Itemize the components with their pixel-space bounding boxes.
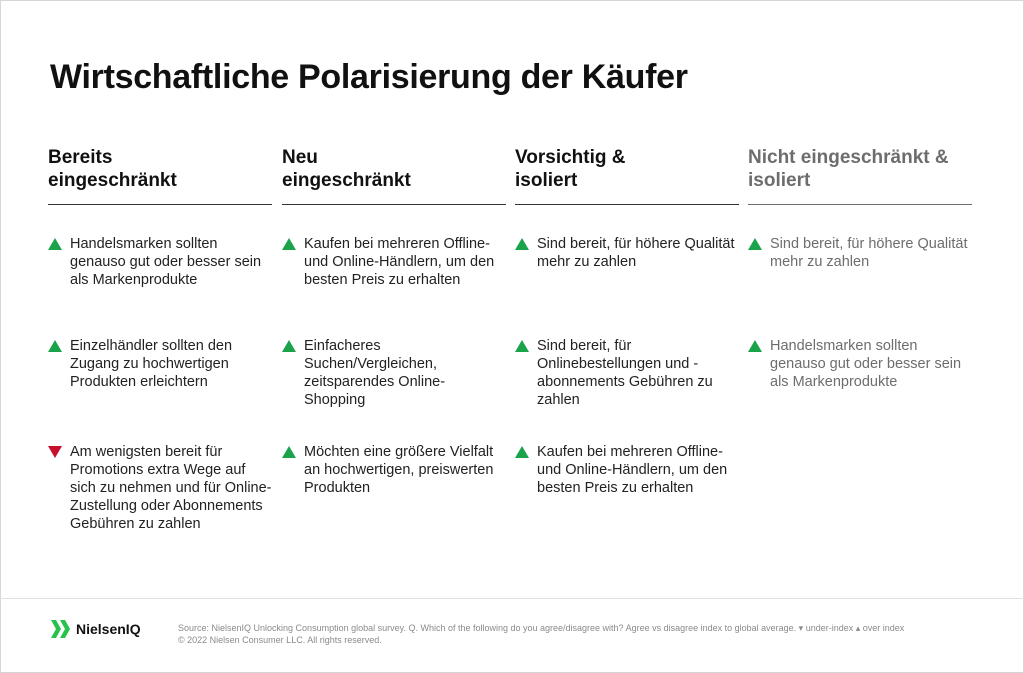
triangle-up-icon — [515, 238, 529, 250]
column-nicht-eingeschraenkt-isoliert — [748, 146, 972, 390]
column-neu-eingeschraenkt — [282, 146, 506, 496]
list-item: Sind bereit, für höhere Qualität mehr zu zahlen — [748, 235, 972, 271]
column-heading: Neu eingeschränkt — [282, 146, 506, 205]
column-heading: Nicht eingeschränkt & isoliert — [748, 146, 972, 205]
list-item: Kaufen bei mehreren Offline- und Online-Händlern, um den besten Preis zu erhalten — [515, 443, 739, 497]
nielseniq-logo — [50, 619, 141, 639]
list-item: Handelsmarken sollten genauso gut oder besser sein als Markenprodukte — [48, 235, 272, 289]
column-heading: Vorsichtig & isoliert — [515, 146, 739, 205]
list-item: Sind bereit, für Onlinebestellungen und -abonnements Gebühren zu zahlen — [515, 337, 739, 409]
triangle-up-icon — [282, 238, 296, 250]
source-note: Source: NielsenIQ Unlocking Consumption global survey. Q. Which of the following do you agree/disagree with? Agree vs disagree index to global average. ▾ under-index ▴ over index © 2022 Nielsen Consumer LLC. All rights reserved. — [178, 623, 905, 645]
triangle-up-icon — [515, 446, 529, 458]
triangle-up-icon — [748, 238, 762, 250]
list-item: Handelsmarken sollten genauso gut oder besser sein als Markenprodukte — [748, 337, 972, 391]
column-bereits-eingeschraenkt — [48, 146, 272, 532]
nielseniq-mark-icon — [50, 619, 72, 639]
list-item: Kaufen bei mehreren Offline- und Online-Händlern, um den besten Preis zu erhalten — [282, 235, 506, 289]
column-heading: Bereits eingeschränkt — [48, 146, 272, 205]
list-item: Sind bereit, für höhere Qualität mehr zu zahlen — [515, 235, 739, 271]
column-vorsichtig-isoliert — [515, 146, 739, 496]
logo-wordmark: NielsenIQ — [76, 621, 141, 637]
list-item: Einfacheres Suchen/Vergleichen, zeitsparendes Online-Shopping — [282, 337, 506, 409]
list-item: Möchten eine größere Vielfalt an hochwertigen, preiswerten Produkten — [282, 443, 506, 497]
triangle-up-icon — [515, 340, 529, 352]
page-title: Wirtschaftliche Polarisierung der Käufer — [50, 58, 688, 96]
triangle-up-icon — [48, 340, 62, 352]
triangle-up-icon — [282, 446, 296, 458]
triangle-down-icon — [48, 446, 62, 458]
triangle-up-icon — [48, 238, 62, 250]
triangle-up-icon — [748, 340, 762, 352]
triangle-up-icon — [282, 340, 296, 352]
list-item: Am wenigsten bereit für Promotions extra Wege auf sich zu nehmen und für Online-Zustellung oder Abonnements Gebühren zu zahlen — [48, 443, 272, 533]
footer-divider — [0, 598, 1024, 599]
list-item: Einzelhändler sollten den Zugang zu hochwertigen Produkten erleichtern — [48, 337, 272, 391]
